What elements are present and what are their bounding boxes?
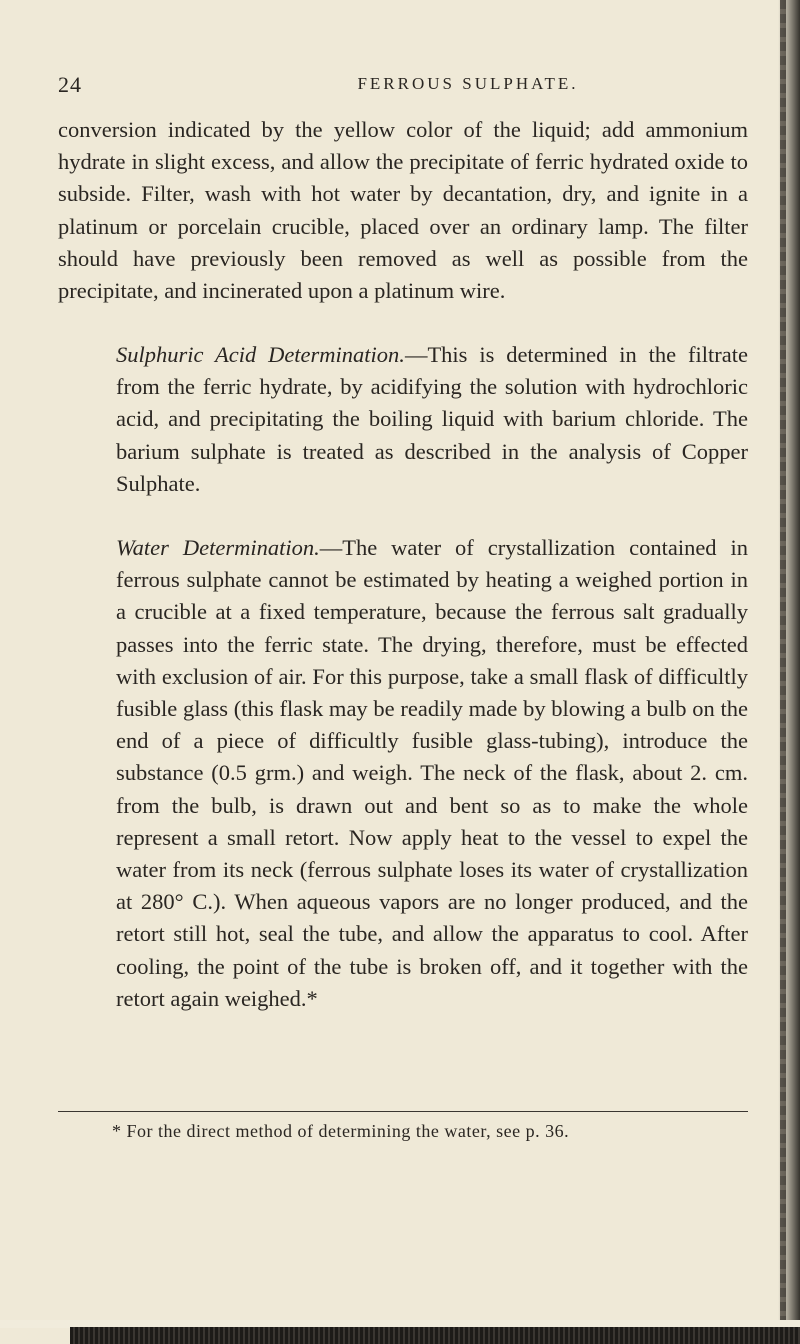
page-number: 24 bbox=[58, 72, 82, 97]
footnote: * For the direct method of determining the water, see p. 36. bbox=[112, 1121, 570, 1141]
scan-streak bbox=[70, 1327, 800, 1344]
running-head: FERROUS SULPHATE. bbox=[357, 74, 579, 93]
paragraph-text: conversion indicated by the yellow color of the liquid; add ammonium hydrate in slight excess, and allow the precipitate of ferric hydrated oxide to subside. Filter, wash with hot water by decantation, dry, and ignite in a platinum or porcelain crucible, placed over an ordinary lamp. The filter should have previously been removed as well as possible from the precipitate, and incinerated upon a platinum wire. bbox=[58, 117, 748, 304]
paragraph-text: —This is determined in the filtrate from the ferric hydrate, by acidifying the solution with hydrochloric acid, and precipitating the boiling liquid with barium chloride. The barium sulphate is treated as described in the analysis of Copper Sulphate. bbox=[116, 342, 748, 496]
section-title-water: Water Determination. bbox=[116, 535, 320, 560]
binding-edge bbox=[780, 0, 786, 1344]
section-title-sulphuric-acid: Sulphuric Acid Determination. bbox=[116, 342, 405, 367]
paragraph-water bbox=[58, 532, 748, 1015]
page-header bbox=[58, 62, 748, 98]
paragraph-text: —The water of crystallization contained in ferrous sulphate cannot be estimated by heating a weighed portion in a crucible at a fixed temperature, because the ferrous salt gradually passes into the ferric state. The drying, therefore, must be effected with exclusion of air. For this purpose, take a small flask of difficultly fusible glass (this flask may be readily made by blowing a bulb on the end of a piece of difficultly fusible glass-tubing), introduce the substance (0.5 grm.) and weigh. The neck of the flask, about 2. cm. from the bulb, is drawn out and bent so as to make the whole represent a small retort. Now apply heat to the vessel to expel the water from its neck (ferrous sulphate loses its water of crystallization at 280° C.). When aqueous vapors are no longer produced, and the retort still hot, seal the tube, and allow the apparatus to cool. After cooling, the point of the tube is broken off, and it together with the retort again weighed.* bbox=[116, 535, 748, 1011]
paragraph-continuation bbox=[58, 114, 748, 307]
paragraph-sulphuric-acid bbox=[58, 339, 748, 500]
footnote-rule bbox=[58, 1111, 748, 1112]
